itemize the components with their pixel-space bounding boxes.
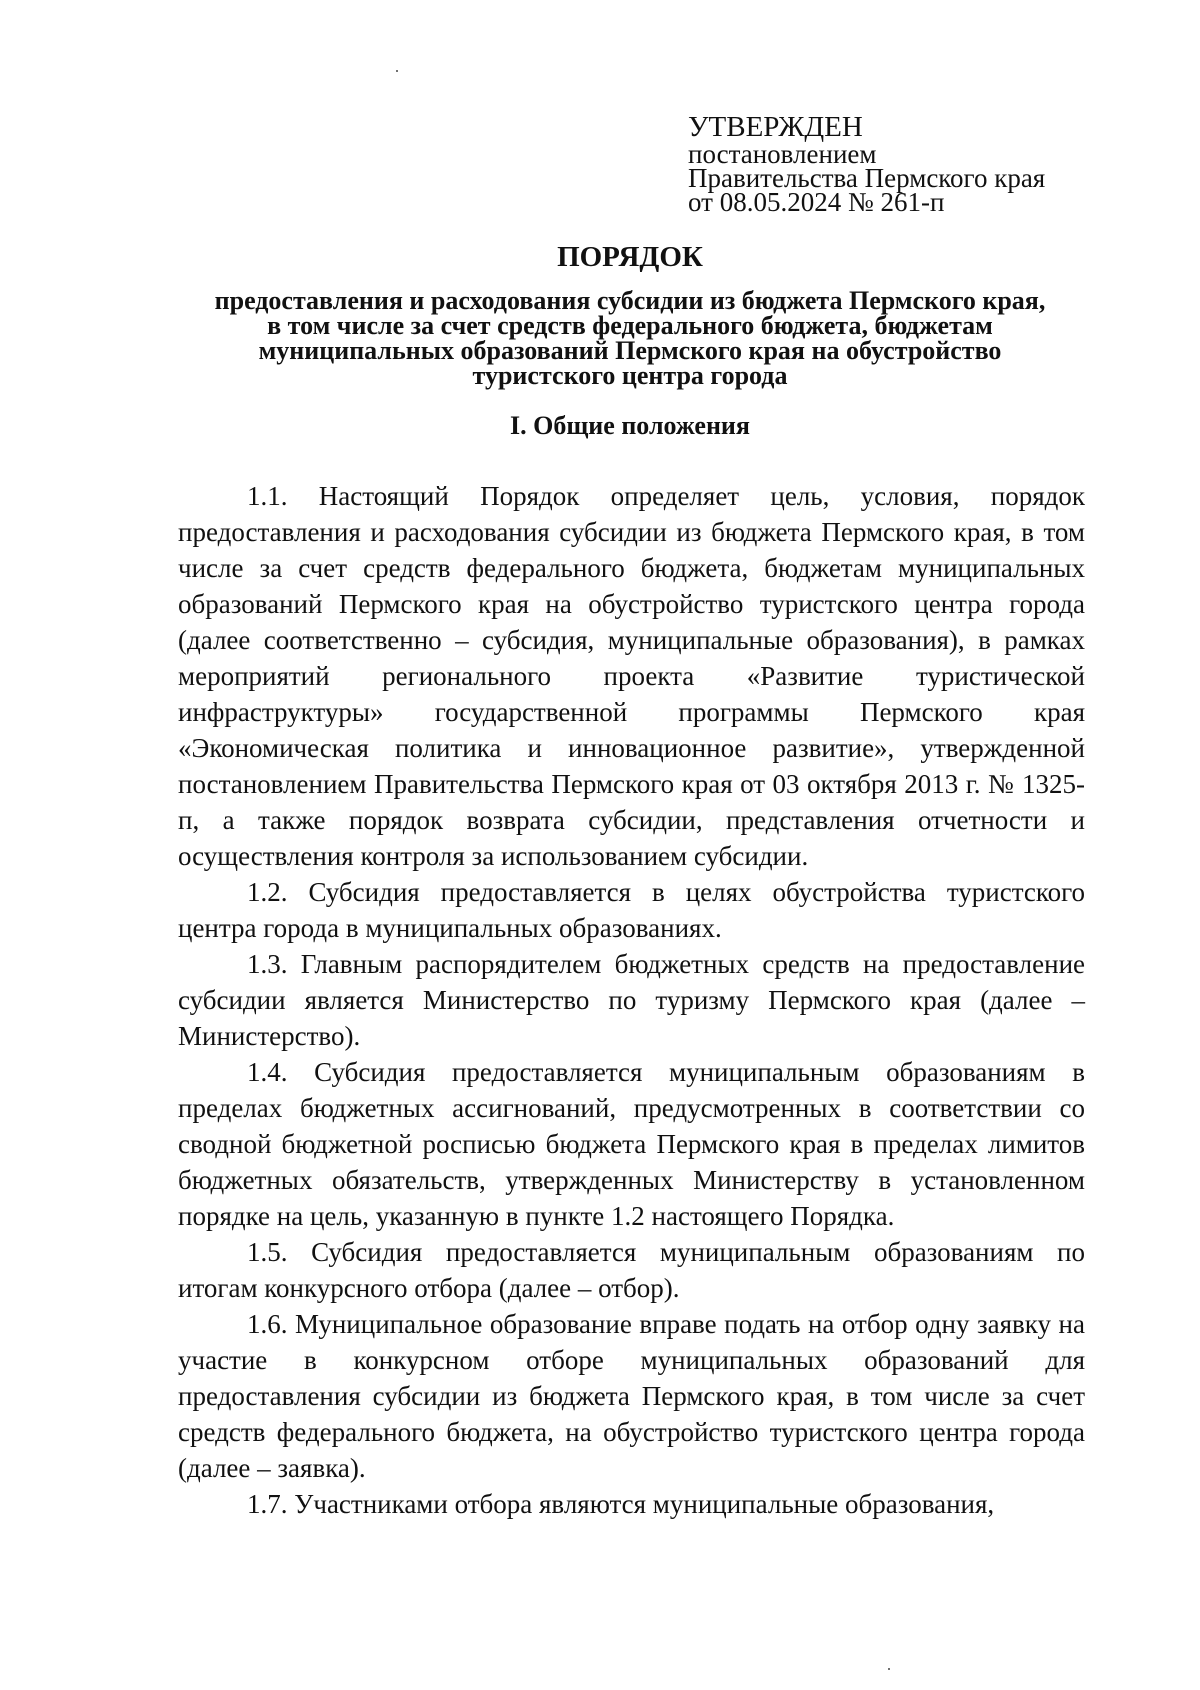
scan-speck (888, 1668, 890, 1670)
approval-line: от 08.05.2024 № 261-п (688, 187, 945, 217)
document-subtitle-line: туристского центра города (472, 361, 788, 390)
section-heading: I. Общие положения (510, 411, 750, 440)
approval-line: постановлением (688, 139, 877, 169)
document-subtitle-line: муниципальных образований Пермского края на обустройство (258, 336, 1002, 365)
paragraph-1-3: 1.3. Главным распорядителем бюджетных средств на предоставление субсидии является Министерство по туризму Пермского края (далее – Министерство). (178, 949, 1085, 1051)
paragraph-1-2: 1.2. Субсидия предоставляется в целях обустройства туристского центра города в муниципальных образованиях. (178, 877, 1085, 943)
approval-stamp (688, 111, 1046, 217)
document-subtitle-line: предоставления и расходования субсидии из бюджета Пермского края, (214, 286, 1046, 315)
paragraph-1-7: 1.7. Участниками отбора являются муниципальные образования, (247, 1489, 995, 1519)
document-body (178, 478, 1085, 1522)
paragraph-1-5: 1.5. Субсидия предоставляется муниципальным образованиям по итогам конкурсного отбора (далее – отбор). (178, 1237, 1085, 1303)
paragraph-1-6: 1.6. Муниципальное образование вправе подать на отбор одну заявку на участие в конкурсном отборе муниципальных образований для предоставления субсидии из бюджета Пермского края, в том числе за счет средств федерального бюджета, на обустройство туристского центра города (далее – заявка). (178, 1309, 1085, 1483)
document-title-block (170, 240, 1090, 388)
scan-speck (396, 70, 398, 72)
approval-line: Правительства Пермского края (688, 163, 1046, 193)
paragraph-1-4: 1.4. Субсидия предоставляется муниципальным образованиям в пределах бюджетных ассигнований, предусмотренных в соответствии со сводной бюджетной росписью бюджета Пермского края в пределах лимитов бюджетных обязательств, утвержденных Министерству в установленном порядке на цель, указанную в пункте 1.2 настоящего Порядка. (178, 1057, 1085, 1231)
approval-line: УТВЕРЖДЕН (688, 111, 863, 143)
document-subtitle-line: в том числе за счет средств федерального бюджета, бюджетам (267, 311, 993, 340)
paragraph-1-1: 1.1. Настоящий Порядок определяет цель, условия, порядок предоставления и расходования субсидии из бюджета Пермского края, в том числе за счет средств федерального бюджета, бюджетам муниципальных образований Пермского края на обустройство туристского центра города (далее соответственно – субсидия, муниципальные образования), в рамках мероприятий регионального проекта «Развитие туристической инфраструктуры» государственной программы Пермского края «Экономическая политика и инновационное развитие», утвержденной постановлением Правительства Пермского края от 03 октября 2013 г. № 1325-п, а также порядок возврата субсидии, представления отчетности и осуществления контроля за использованием субсидии. (178, 481, 1085, 871)
document-title: ПОРЯДОК (557, 241, 703, 273)
